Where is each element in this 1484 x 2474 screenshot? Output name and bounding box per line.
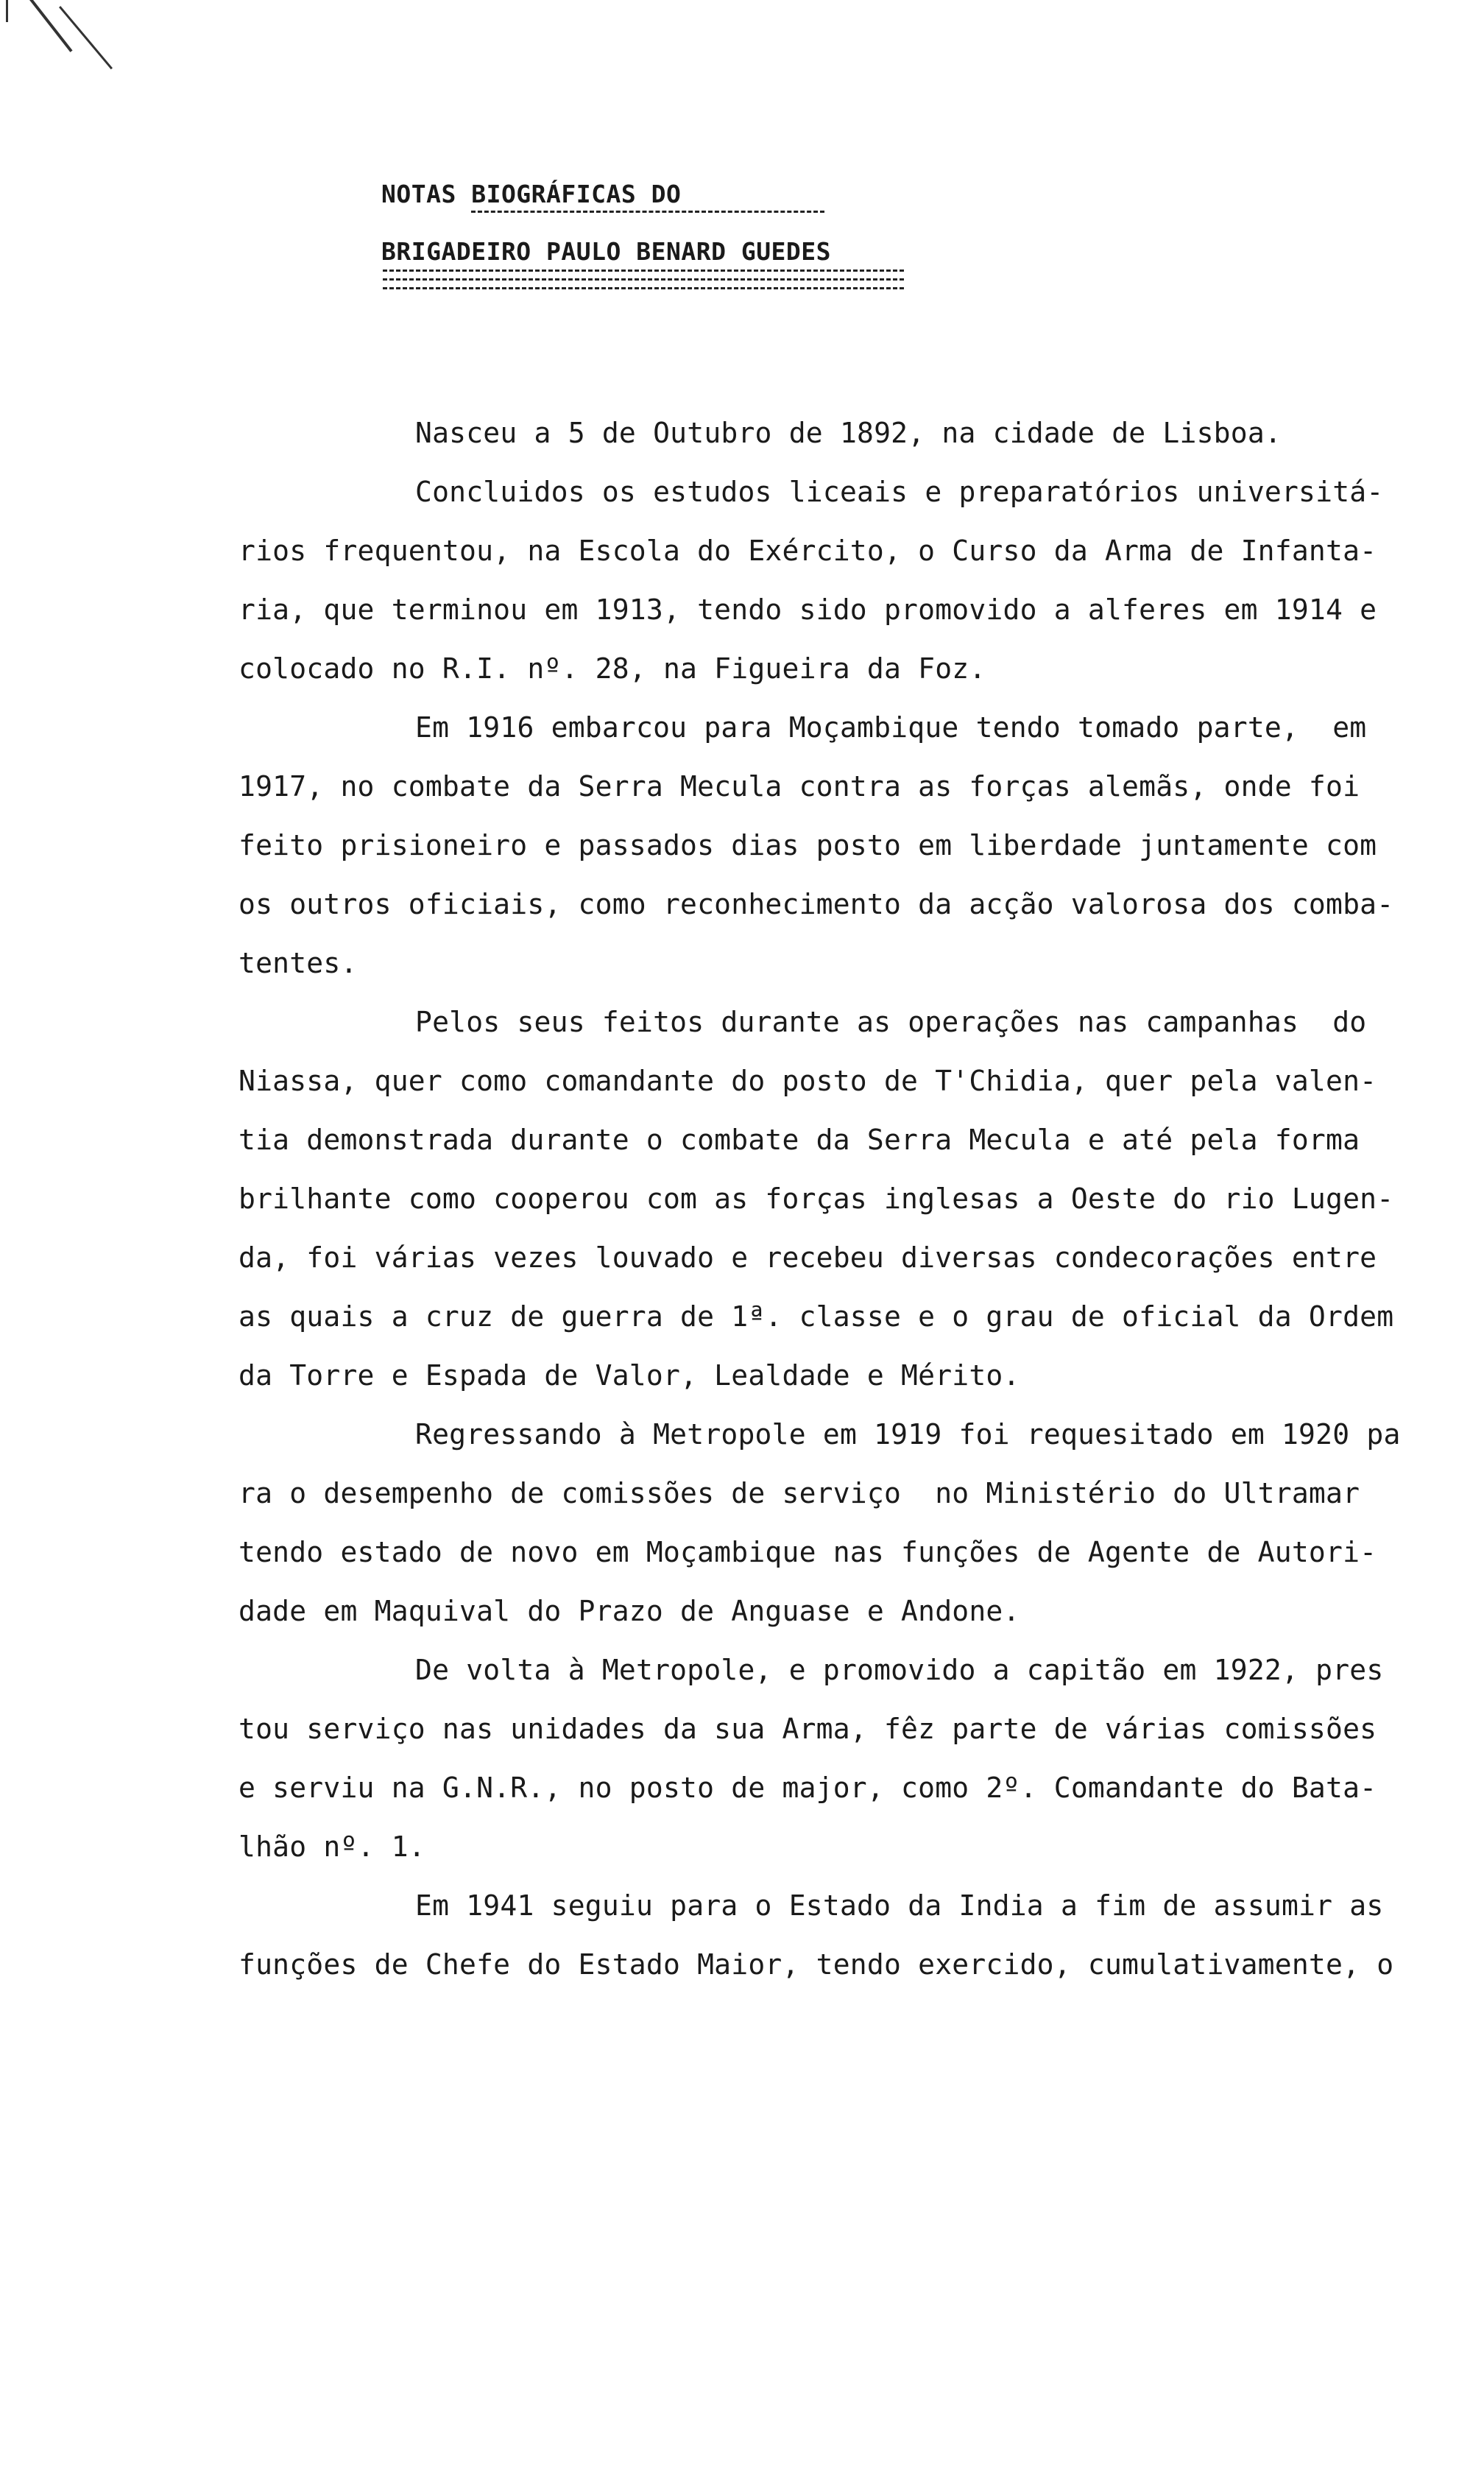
- text-line: Niassa, quer como comandante do posto de T'Chidia, quer pela valen-: [239, 1065, 1377, 1097]
- text-line: 1917, no combate da Serra Mecula contra as forças alemãs, onde foi: [239, 770, 1360, 803]
- text-line: lhão nº. 1.: [239, 1830, 425, 1863]
- text-line: Pelos seus feitos durante as operações nas campanhas do: [415, 1006, 1367, 1038]
- document-title-line-2: BRIGADEIRO PAULO BENARD GUEDES: [381, 237, 832, 266]
- text-line: Regressando à Metropole em 1919 foi requesitado em 1920 pa: [415, 1418, 1401, 1451]
- document-body: [239, 403, 1446, 1994]
- text-line: colocado no R.I. nº. 28, na Figueira da Foz.: [239, 652, 986, 685]
- text-line: Nasceu a 5 de Outubro de 1892, na cidade de Lisboa.: [415, 417, 1282, 449]
- title-underline: [383, 278, 904, 281]
- text-line: da, foi várias vezes louvado e recebeu diversas condecorações entre: [239, 1241, 1377, 1274]
- text-line: ra o desempenho de comissões de serviço no Ministério do Ultramar: [239, 1477, 1360, 1509]
- text-line: e serviu na G.N.R., no posto de major, como 2º. Comandante do Bata-: [239, 1772, 1377, 1804]
- text-line: ria, que terminou em 1913, tendo sido promovido a alferes em 1914 e: [239, 593, 1377, 626]
- text-line: rios frequentou, na Escola do Exército, o Curso da Arma de Infanta-: [239, 535, 1377, 567]
- text-line: De volta à Metropole, e promovido a capitão em 1922, pres: [415, 1654, 1384, 1686]
- text-line: tentes.: [239, 947, 358, 979]
- text-line: Em 1941 seguiu para o Estado da India a fim de assumir as: [415, 1889, 1384, 1922]
- text-line: brilhante como cooperou com as forças inglesas a Oeste do rio Lugen-: [239, 1183, 1394, 1215]
- text-line: da Torre e Espada de Valor, Lealdade e Mérito.: [239, 1359, 1020, 1392]
- scan-artifact: [29, 0, 73, 52]
- text-line: tou serviço nas unidades da sua Arma, fêz parte de várias comissões: [239, 1713, 1377, 1745]
- title-underline: [471, 211, 824, 213]
- scan-artifact: [6, 0, 8, 22]
- text-line: Em 1916 embarcou para Moçambique tendo tomado parte, em: [415, 711, 1367, 744]
- text-line: os outros oficiais, como reconhecimento da acção valorosa dos comba-: [239, 888, 1394, 920]
- text-line: tendo estado de novo em Moçambique nas funções de Agente de Autori-: [239, 1536, 1377, 1568]
- text-line: funções de Chefe do Estado Maior, tendo exercido, cumulativamente, o: [239, 1948, 1394, 1981]
- title-underline: [383, 269, 904, 272]
- text-line: dade em Maquival do Prazo de Anguase e Andone.: [239, 1595, 1020, 1627]
- text-line: tia demonstrada durante o combate da Serra Mecula e até pela forma: [239, 1124, 1360, 1156]
- title-underline: [383, 287, 904, 289]
- scan-artifact: [59, 6, 113, 69]
- text-line: as quais a cruz de guerra de 1ª. classe e o grau de oficial da Ordem: [239, 1300, 1394, 1333]
- text-line: feito prisioneiro e passados dias posto em liberdade juntamente com: [239, 829, 1377, 861]
- document-title-line-1: NOTAS BIOGRÁFICAS DO: [381, 180, 682, 208]
- text-line: Concluidos os estudos liceais e preparatórios universitá-: [415, 476, 1384, 508]
